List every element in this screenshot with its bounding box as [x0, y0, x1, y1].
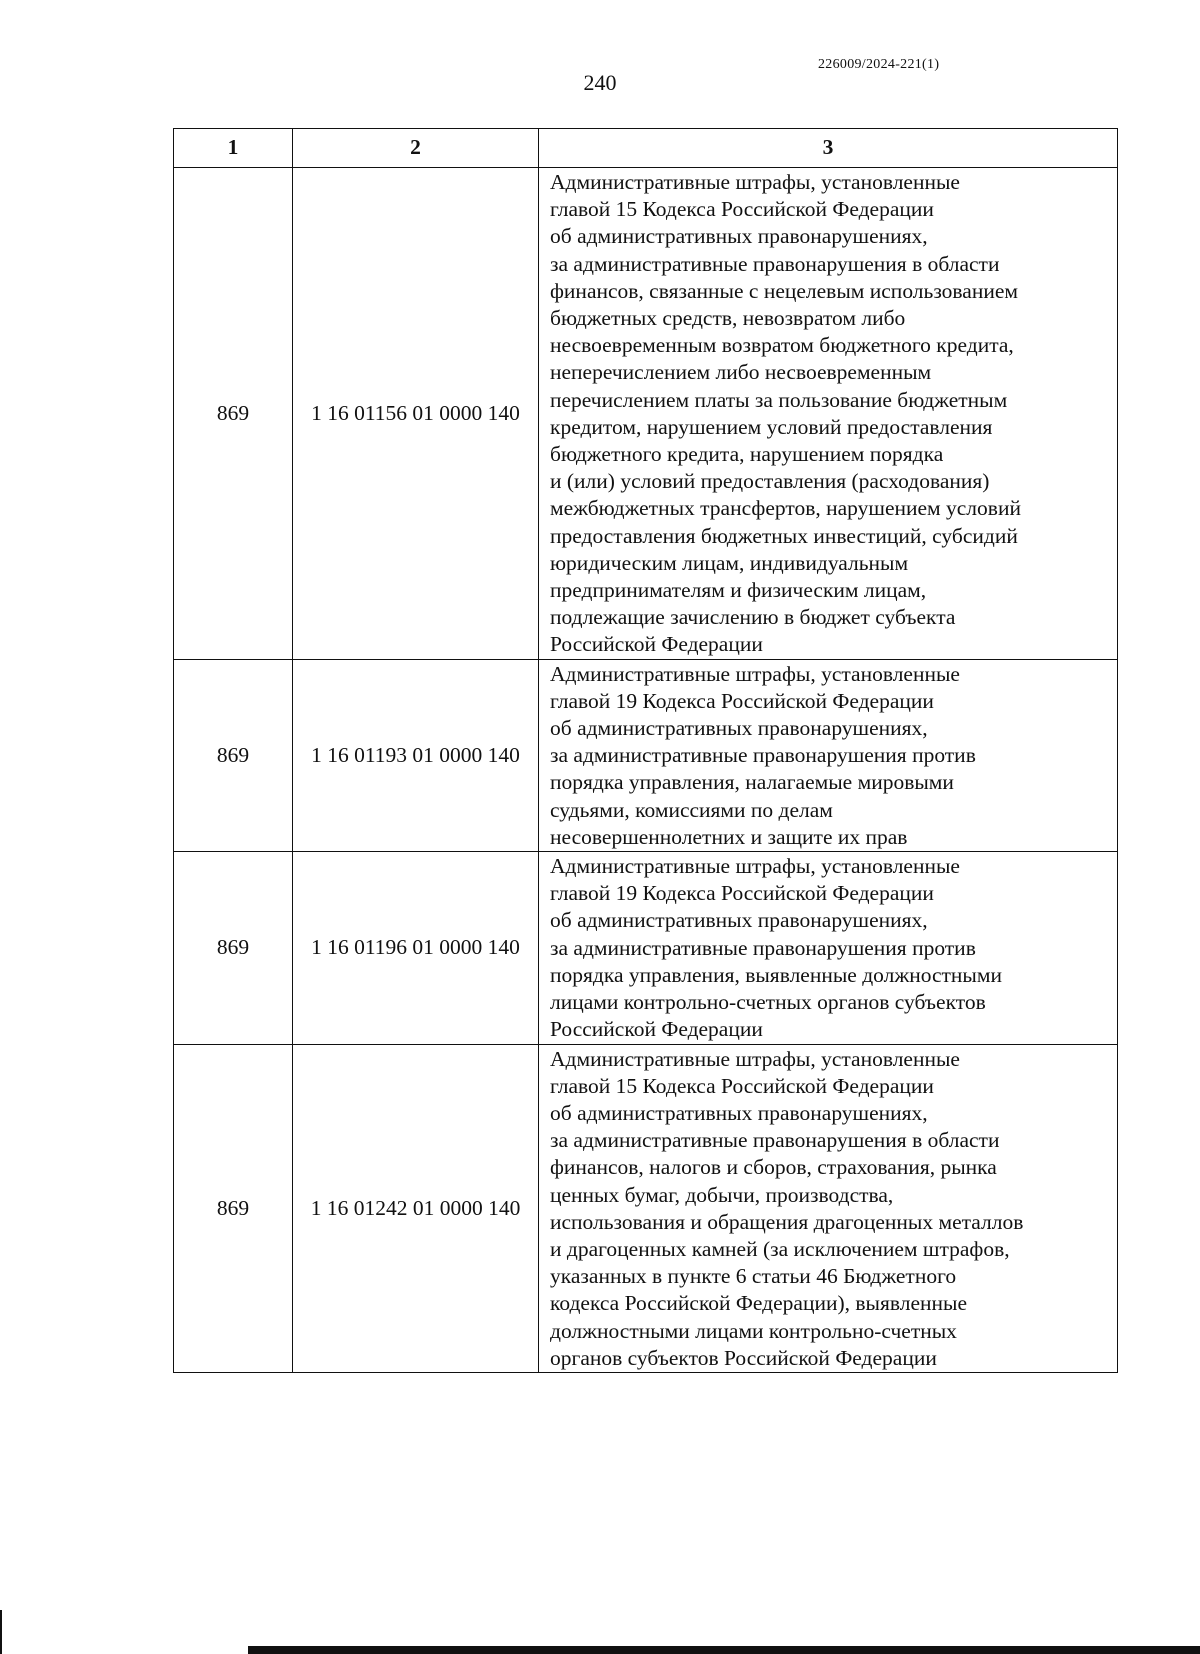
description-line: кредитом, нарушением условий предоставления: [550, 414, 993, 439]
description-line: несвоевременным возвратом бюджетного кредита,: [550, 333, 1014, 358]
column-header-2: 2: [293, 129, 539, 168]
table-row: [174, 1044, 1118, 1372]
description-line: за административные правонарушения в области: [550, 1128, 1000, 1153]
description-line: лицами контрольно-счетных органов субъектов: [550, 990, 986, 1015]
kbk-code-cell: 1 16 01193 01 0000 140: [293, 659, 539, 851]
description-line: главой 15 Кодекса Российской Федерации: [550, 197, 934, 222]
description-line: несовершеннолетних и защите их прав: [550, 824, 908, 849]
description-line: Административные штрафы, установленные: [550, 1046, 960, 1071]
description-line: указанных в пункте 6 статьи 46 Бюджетного: [550, 1264, 957, 1289]
description-line: главой 19 Кодекса Российской Федерации: [550, 881, 934, 906]
page-number: 240: [583, 70, 617, 95]
description-line: неперечислением либо несвоевременным: [550, 360, 932, 385]
description-line: об административных правонарушениях,: [550, 224, 928, 249]
kbk-code-cell: 1 16 01156 01 0000 140: [293, 168, 539, 660]
admin-code-cell: 869: [174, 852, 293, 1044]
description-line: Административные штрафы, установленные: [550, 661, 960, 686]
table-row: [174, 659, 1118, 851]
description-line: органов субъектов Российской Федерации: [550, 1345, 937, 1370]
description-line: за административные правонарушения против: [550, 743, 976, 768]
description-line: финансов, связанные с нецелевым использованием: [550, 278, 1019, 303]
description-line: главой 15 Кодекса Российской Федерации: [550, 1073, 934, 1098]
description-line: предоставления бюджетных инвестиций, субсидий: [550, 523, 1018, 548]
description-line: межбюджетных трансфертов, нарушением условий: [550, 496, 1021, 521]
description-line: и драгоценных камней (за исключением штрафов,: [550, 1236, 1010, 1261]
document-reference-number: 226009/2024-221(1): [818, 57, 940, 72]
description-line: об административных правонарушениях,: [550, 908, 928, 933]
description-line: бюджетных средств, невозвратом либо: [550, 306, 906, 331]
admin-code-cell: 869: [174, 168, 293, 660]
description-line: об административных правонарушениях,: [550, 1100, 928, 1125]
description-line: предпринимателям и физическим лицам,: [550, 578, 927, 603]
admin-code-cell: 869: [174, 659, 293, 851]
description-line: и (или) условий предоставления (расходования): [550, 469, 990, 494]
description-line: использования и обращения драгоценных металлов: [550, 1209, 1024, 1234]
description-cell: [539, 1044, 1118, 1372]
description-line: Российской Федерации: [550, 632, 763, 657]
description-line: бюджетного кредита, нарушением порядка: [550, 442, 944, 467]
scan-bottom-border: [248, 1646, 1200, 1654]
kbk-code-cell: 1 16 01242 01 0000 140: [293, 1044, 539, 1372]
description-cell: [539, 659, 1118, 851]
description-line: финансов, налогов и сборов, страхования, рынка: [550, 1155, 997, 1180]
kbk-code-cell: 1 16 01196 01 0000 140: [293, 852, 539, 1044]
admin-code-cell: 869: [174, 1044, 293, 1372]
column-header-1: 1: [174, 129, 293, 168]
scan-edge-mark: [0, 1610, 2, 1654]
budget-classification-table: [173, 128, 1118, 1373]
description-line: главой 19 Кодекса Российской Федерации: [550, 688, 934, 713]
description-line: кодекса Российской Федерации), выявленные: [550, 1291, 968, 1316]
description-line: ценных бумаг, добычи, производства,: [550, 1182, 894, 1207]
table-row: [174, 852, 1118, 1044]
description-line: за административные правонарушения против: [550, 935, 976, 960]
description-line: перечислением платы за пользование бюджетным: [550, 387, 1008, 412]
description-line: должностными лицами контрольно-счетных: [550, 1318, 957, 1343]
description-line: об административных правонарушениях,: [550, 716, 928, 741]
description-line: порядка управления, налагаемые мировыми: [550, 770, 954, 795]
description-line: Административные штрафы, установленные: [550, 854, 960, 879]
description-line: Российской Федерации: [550, 1017, 763, 1042]
description-line: Административные штрафы, установленные: [550, 170, 960, 194]
description-line: судьями, комиссиями по делам: [550, 797, 833, 822]
description-cell: [539, 168, 1118, 660]
description-line: порядка управления, выявленные должностными: [550, 962, 1002, 987]
description-line: за административные правонарушения в области: [550, 251, 1000, 276]
table-header-row: [174, 129, 1118, 168]
description-cell: [539, 852, 1118, 1044]
description-line: юридическим лицам, индивидуальным: [550, 550, 909, 575]
table-row: [174, 168, 1118, 660]
table-body: [174, 168, 1118, 1373]
description-line: подлежащие зачислению в бюджет субъекта: [550, 605, 956, 630]
column-header-3: 3: [539, 129, 1118, 168]
